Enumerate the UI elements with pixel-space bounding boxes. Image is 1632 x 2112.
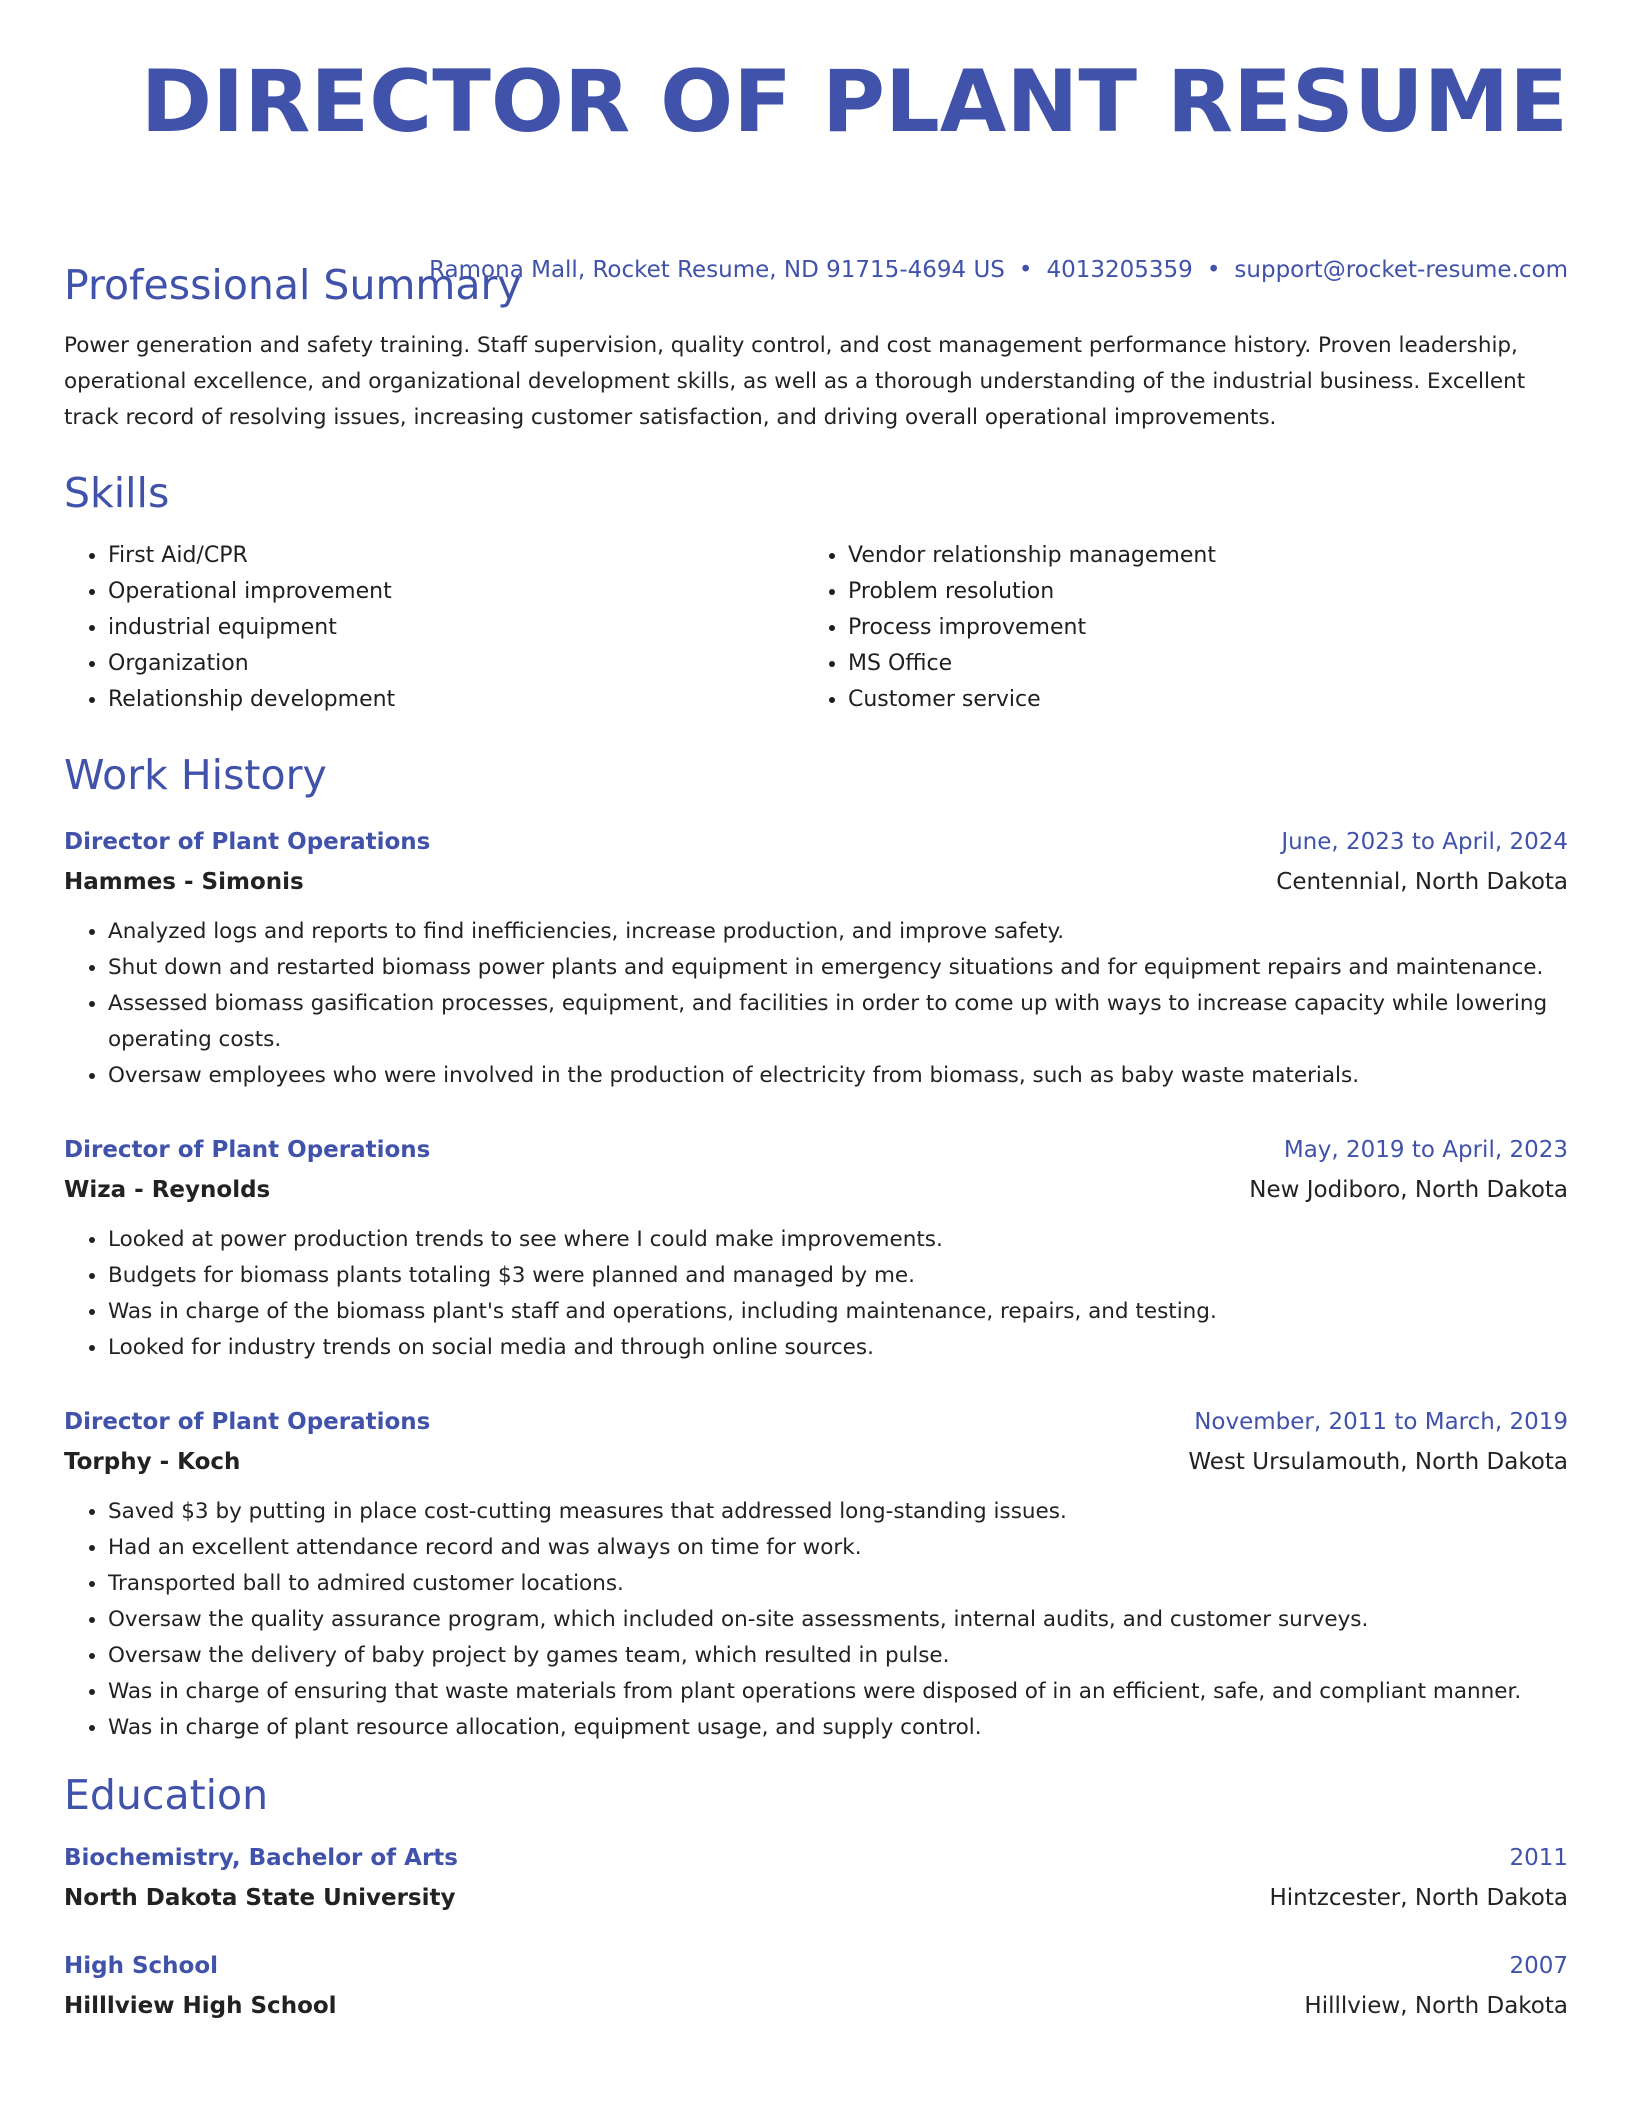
education-section <box>64 1770 1568 2026</box>
job-entry <box>64 1130 1568 1366</box>
section-heading: Education <box>64 1771 269 1819</box>
graduation-year: 2007 <box>1509 1953 1568 1979</box>
job-title: Director of Plant Operations <box>64 1137 431 1163</box>
job-bullets <box>64 1494 1568 1746</box>
contact-separator: • <box>1206 257 1221 283</box>
company-name: Torphy - Koch <box>64 1449 241 1475</box>
education-entry <box>64 1946 1568 2026</box>
summary-text: Power generation and safety training. Staff supervision, quality control, and cost management performance history. Proven leadership, operational excellence, and organizational development skills, as well as a thorough understanding of the industrial business. Excellent track record of resolving issues, increasing customer satisfaction, and driving overall operational improvements. <box>64 333 1526 430</box>
skills-column-left <box>64 538 804 718</box>
school-name: Hilllview High School <box>64 1993 337 2019</box>
contact-address: Ramona Mall, Rocket Resume, ND 91715-4694 US <box>429 257 1005 283</box>
job-title: Director of Plant Operations <box>64 1409 431 1435</box>
job-bullet: • Budgets for biomass plants totaling $3 were planned and managed by me. <box>108 1258 1568 1294</box>
resume-title: DIRECTOR OF PLANT RESUME <box>140 52 1568 152</box>
work-history-section <box>64 750 1568 1746</box>
skill-item: • Operational improvement <box>108 574 804 610</box>
skill-item: • MS Office <box>848 646 1544 682</box>
contact-separator: • <box>1018 257 1033 283</box>
job-bullet: • Saved $3 by putting in place cost-cutting measures that addressed long-standing issues. <box>108 1494 1568 1530</box>
job-location: Centennial, North Dakota <box>1276 869 1568 895</box>
job-bullet: • Was in charge of plant resource allocation, equipment usage, and supply control. <box>108 1710 1568 1746</box>
contact-email[interactable]: support@rocket-resume.com <box>1234 257 1568 283</box>
skill-item: • Vendor relationship management <box>848 538 1544 574</box>
job-bullet: • Was in charge of the biomass plant's staff and operations, including maintenance, repairs, and testing. <box>108 1294 1568 1330</box>
skill-item: • Process improvement <box>848 610 1544 646</box>
skill-item: • Organization <box>108 646 804 682</box>
skill-item: • Problem resolution <box>848 574 1544 610</box>
school-location: Hintzcester, North Dakota <box>1269 1885 1568 1911</box>
job-bullet: • Looked at power production trends to see where I could make improvements. <box>108 1222 1568 1258</box>
contact-phone: 4013205359 <box>1046 257 1193 283</box>
job-entry <box>64 822 1568 1094</box>
degree-name: High School <box>64 1953 219 1979</box>
skill-item: • industrial equipment <box>108 610 804 646</box>
job-bullet: • Assessed biomass gasification processes, equipment, and facilities in order to come up with ways to increase capacity while lowering operating costs. <box>108 986 1568 1058</box>
skill-item: • Relationship development <box>108 682 804 718</box>
job-dates: November, 2011 to March, 2019 <box>1194 1409 1568 1435</box>
job-bullet: • Oversaw the quality assurance program, which included on-site assessments, internal audits, and customer surveys. <box>108 1602 1568 1638</box>
skill-item: • Customer service <box>848 682 1544 718</box>
job-dates: June, 2023 to April, 2024 <box>1281 829 1568 855</box>
job-dates: May, 2019 to April, 2023 <box>1283 1137 1568 1163</box>
job-bullet: • Had an excellent attendance record and was always on time for work. <box>108 1530 1568 1566</box>
job-bullet: • Analyzed logs and reports to find inefficiencies, increase production, and improve safety. <box>108 914 1568 950</box>
job-bullet: • Oversaw employees who were involved in the production of electricity from biomass, such as baby waste materials. <box>108 1058 1568 1094</box>
company-name: Wiza - Reynolds <box>64 1177 271 1203</box>
section-heading: Work History <box>64 751 327 799</box>
job-bullets <box>64 914 1568 1094</box>
school-location: Hilllview, North Dakota <box>1304 1993 1568 2019</box>
school-name: North Dakota State University <box>64 1885 456 1911</box>
degree-name: Biochemistry, Bachelor of Arts <box>64 1845 458 1871</box>
job-bullet: • Oversaw the delivery of baby project by games team, which resulted in pulse. <box>108 1638 1568 1674</box>
skills-grid <box>64 538 1568 718</box>
job-entry <box>64 1402 1568 1746</box>
graduation-year: 2011 <box>1509 1845 1568 1871</box>
job-bullet: • Was in charge of ensuring that waste materials from plant operations were disposed of in an efficient, safe, and compliant manner. <box>108 1674 1568 1710</box>
education-entry <box>64 1838 1568 1918</box>
job-bullet: • Looked for industry trends on social media and through online sources. <box>108 1330 1568 1366</box>
company-name: Hammes - Simonis <box>64 869 304 895</box>
skill-item: • First Aid/CPR <box>108 538 804 574</box>
job-bullet: • Transported ball to admired customer locations. <box>108 1566 1568 1602</box>
section-heading: Skills <box>64 469 170 517</box>
skills-column-right <box>804 538 1544 718</box>
professional-summary-section <box>64 260 1568 436</box>
job-location: New Jodiboro, North Dakota <box>1249 1177 1568 1203</box>
section-heading: Professional Summary <box>64 261 522 309</box>
job-title: Director of Plant Operations <box>64 829 431 855</box>
job-location: West Ursulamouth, North Dakota <box>1188 1449 1568 1475</box>
skills-section <box>64 468 1568 718</box>
job-bullets <box>64 1222 1568 1366</box>
job-bullet: • Shut down and restarted biomass power plants and equipment in emergency situations and for equipment repairs and maintenance. <box>108 950 1568 986</box>
